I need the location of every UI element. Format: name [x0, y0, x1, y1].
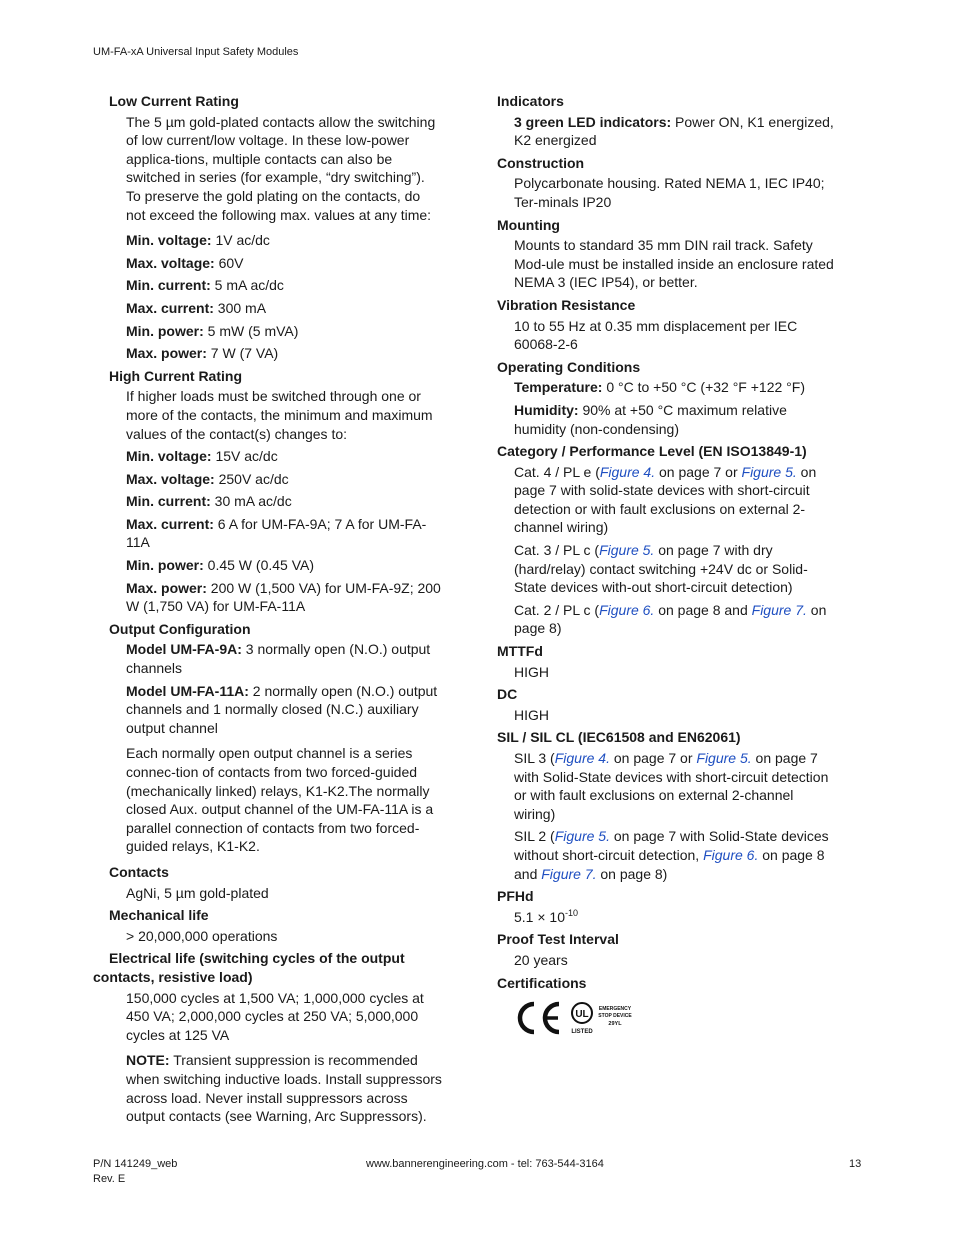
- dc-heading: DC: [497, 686, 518, 703]
- electrical-life-heading: Electrical life (switching cycles of the output contacts, resistive load): [93, 950, 405, 985]
- spec-row: Min. voltage: 15V ac/dc: [126, 448, 278, 465]
- certification-logos: [514, 998, 639, 1038]
- spec-row: Max. voltage: 250V ac/dc: [126, 470, 289, 487]
- output-description: Each normally open output channel is a series connec-tion of contacts from two forced-guided (mechanically linked) relays, K1-K2.The normally closed Aux. output channel of the UM-FA-11A is a parallel connection of contacts from two forced-guided relays, K1-K2.: [126, 745, 434, 855]
- category-2: Cat. 2 / PL c (Figure 6. on page 8 and Figure 7. on page 8): [514, 601, 827, 637]
- high-current-intro: If higher loads must be switched through one or more of the contacts, the minimum and maximum values of the contact(s) changes to:: [126, 388, 433, 442]
- mechanical-life-value: > 20,000,000 operations: [126, 927, 278, 944]
- high-current-heading: High Current Rating: [109, 367, 242, 384]
- spec-row: Min. power: 5 mW (5 mVA): [126, 322, 299, 339]
- svg-text:UL: UL: [575, 1009, 589, 1021]
- figure-4-link[interactable]: Figure 4.: [554, 750, 610, 766]
- transient-note: NOTE: Transient suppression is recommended when switching inductive loads. Install suppressors across load. Never install suppressors across output contacts (see Warning, Arc Suppressors).: [126, 1052, 442, 1125]
- spec-row: Max. power: 7 W (7 VA): [126, 345, 279, 362]
- figure-7-link[interactable]: Figure 7.: [541, 865, 597, 882]
- sil-heading: SIL / SIL CL (IEC61508 and EN62061): [497, 729, 741, 746]
- figure-7-link[interactable]: Figure 7.: [751, 601, 807, 618]
- svg-text:LISTED: LISTED: [571, 1029, 593, 1036]
- mounting-heading: Mounting: [497, 216, 560, 233]
- figure-5-link[interactable]: Figure 5.: [599, 542, 655, 559]
- operating-conditions-heading: Operating Conditions: [497, 358, 641, 375]
- proof-test-value: 20 years: [514, 951, 568, 968]
- mounting-value: Mounts to standard 35 mm DIN rail track. Safety Mod-ule must be installed inside an enclosure rated NEMA 3 (IEC IP54), or better.: [514, 237, 834, 291]
- pfhd-heading: PFHd: [497, 888, 534, 905]
- spec-row: Max. current: 300 mA: [126, 299, 267, 316]
- ul-listed-mark-icon: [571, 1003, 632, 1035]
- left-column: [93, 92, 443, 1130]
- footer-part-number: P/N 141249_web Rev. E: [93, 1158, 178, 1185]
- electrical-life-value: 150,000 cycles at 1,500 VA; 1,000,000 cycles at 450 VA; 2,000,000 cycles at 250 VA; 5,000,000 cycles at 125 VA: [126, 989, 424, 1043]
- low-current-heading: Low Current Rating: [109, 93, 239, 109]
- spec-row: Min. voltage: 1V ac/dc: [126, 232, 270, 249]
- low-current-intro: The 5 µm gold-plated contacts allow the switching of low current/low voltage. In these low-power applica-tions, multiple contacts can also be switched in series (for example, “dry switching”). To preserve the gold plating on the contacts, do not exceed the following max. values at any time:: [126, 113, 436, 223]
- low-current-specs: [93, 231, 443, 363]
- construction-heading: Construction: [497, 154, 585, 171]
- mttfd-value: HIGH: [514, 663, 549, 680]
- figure-5-link[interactable]: Figure 5.: [741, 463, 797, 480]
- spec-row: Max. power: 200 W (1,500 VA) for UM-FA-9Z; 200 W (1,750 VA) for UM-FA-11A: [126, 579, 441, 615]
- sil-3: SIL 3 (Figure 4. on page 7 or Figure 5. on page 7 with Solid-State devices with short-circuit detection or with fault exclusions on external 2-channel wiring): [514, 750, 829, 822]
- spec-row: Max. voltage: 60V: [126, 254, 244, 271]
- spec-row: Min. current: 5 mA ac/dc: [126, 277, 284, 294]
- figure-6-link[interactable]: Figure 6.: [703, 846, 759, 863]
- figure-6-link[interactable]: Figure 6.: [599, 601, 655, 618]
- contacts-value: AgNi, 5 µm gold-plated: [126, 884, 269, 901]
- figure-4-link[interactable]: Figure 4.: [599, 463, 656, 480]
- mttfd-heading: MTTFd: [497, 643, 543, 660]
- svg-text:29YL: 29YL: [608, 1021, 622, 1028]
- high-current-specs: [93, 447, 443, 616]
- category-heading: Category / Performance Level (EN ISO13849-1): [497, 443, 807, 460]
- ce-mark-icon: [520, 1004, 559, 1032]
- category-3: Cat. 3 / PL c (Figure 5. on page 7 with dry (hard/relay) contact switching +24V dc or Solid-State devices with-out short-circuit detection): [514, 542, 808, 596]
- indicators-heading: Indicators: [497, 93, 564, 109]
- footer-page-number: 13: [849, 1158, 862, 1170]
- spec-row: Min. current: 30 mA ac/dc: [126, 493, 292, 510]
- temperature-spec: Temperature: 0 °C to +50 °C (+32 °F +122 °F): [514, 379, 805, 396]
- vibration-heading: Vibration Resistance: [497, 296, 636, 313]
- output-model-11a: Model UM-FA-11A: 2 normally open (N.O.) output channels and 1 normally closed (N.C.) auxiliary output channel: [126, 682, 438, 736]
- right-column: [497, 92, 837, 1043]
- spec-row: Min. power: 0.45 W (0.45 VA): [126, 557, 315, 574]
- humidity-spec: Humidity: 90% at +50 °C maximum relative humidity (non-condensing): [514, 401, 787, 437]
- certification-marks: [497, 998, 837, 1043]
- figure-5-link[interactable]: Figure 5.: [696, 750, 752, 766]
- dc-value: HIGH: [514, 706, 549, 723]
- indicators-value: 3 green LED indicators: Power ON, K1 energized, K2 energized: [514, 113, 834, 149]
- spec-row: Max. current: 6 A for UM-FA-9A; 7 A for UM-FA-11A: [126, 515, 427, 551]
- figure-5-link[interactable]: Figure 5.: [554, 828, 610, 845]
- vibration-value: 10 to 55 Hz at 0.35 mm displacement per IEC 60068-2-6: [514, 317, 798, 353]
- certifications-heading: Certifications: [497, 974, 587, 991]
- footer-website: www.bannerengineering.com - tel: 763-544-3164: [366, 1158, 604, 1170]
- contacts-heading: Contacts: [109, 863, 169, 880]
- output-config-heading: Output Configuration: [109, 620, 251, 637]
- output-model-9a: Model UM-FA-9A: 3 normally open (N.O.) output channels: [126, 641, 431, 677]
- proof-test-heading: Proof Test Interval: [497, 931, 619, 948]
- sil-2: SIL 2 (Figure 5. on page 7 with Solid-State devices without short-circuit detection, Figure 6. on page 8 and Figure 7. on page 8): [514, 828, 829, 882]
- mechanical-life-heading: Mechanical life: [109, 907, 209, 924]
- construction-value: Polycarbonate housing. Rated NEMA 1, IEC IP40; Ter-minals IP20: [514, 175, 825, 210]
- category-4: Cat. 4 / PL e (Figure 4. on page 7 or Figure 5. on page 7 with solid-state devices with short-circuit detection or with fault exclusions on external 2-channel wiring): [514, 463, 817, 536]
- svg-text:STOP DEVICE: STOP DEVICE: [598, 1013, 632, 1020]
- running-header: UM-FA-xA Universal Input Safety Modules: [93, 46, 299, 58]
- svg-text:EMERGENCY: EMERGENCY: [598, 1006, 632, 1013]
- pfhd-value: $5.1 \times 10^{-10}$: [514, 907, 579, 925]
